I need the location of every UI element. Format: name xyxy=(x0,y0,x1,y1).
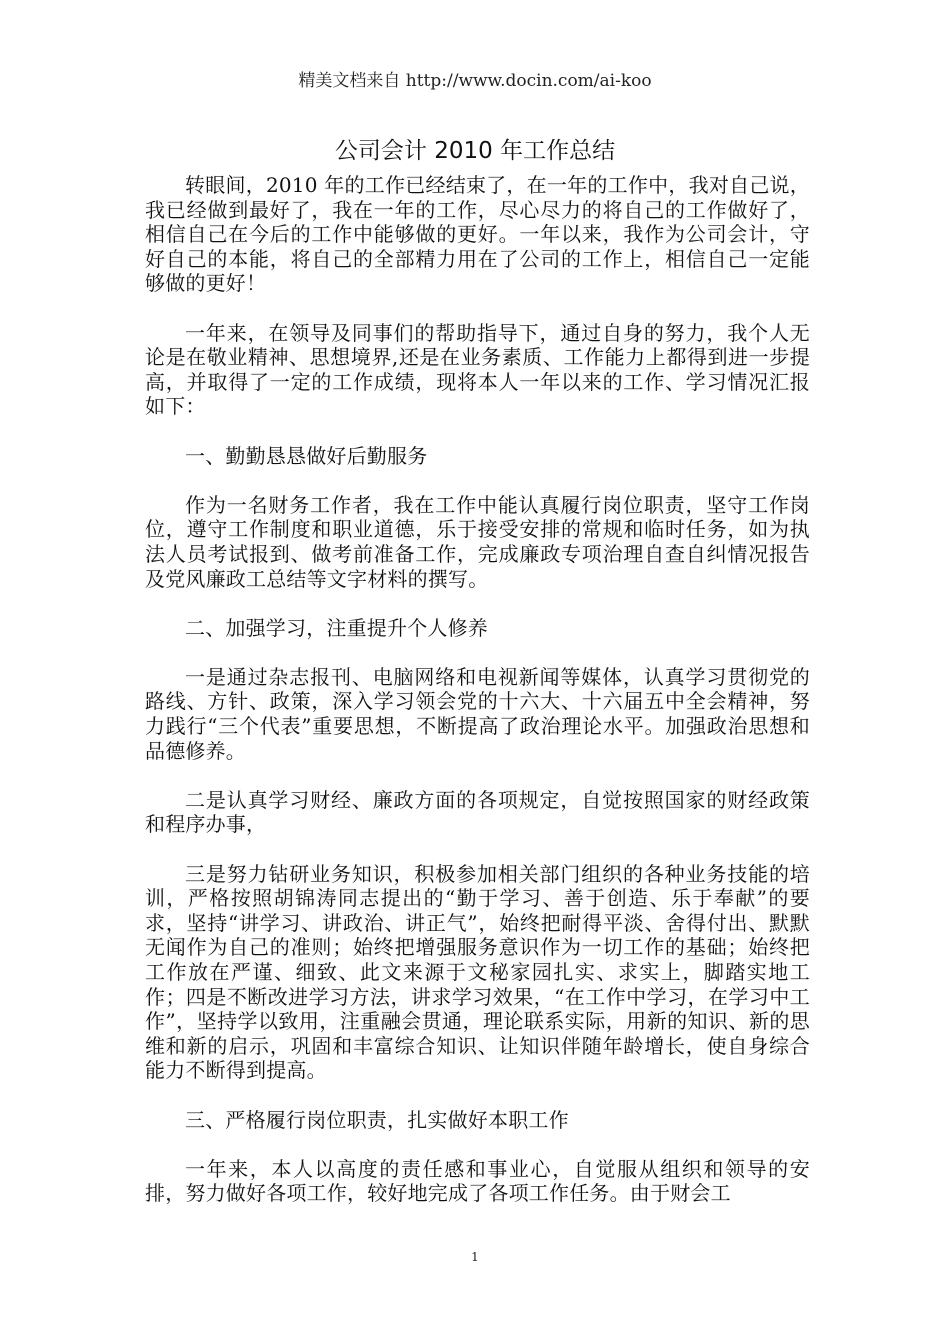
paragraph-gap xyxy=(145,1083,810,1108)
document-title: 公司会计 2010 年工作总结 xyxy=(334,138,616,164)
page-number: 1 xyxy=(471,1250,479,1264)
paragraph-gap xyxy=(145,837,810,862)
paragraph-study-3: 三是努力钻研业务知识，积极参加相关部门组织的各种业务技能的培训，严格按照胡锦涛同志提出的“勤于学习、善于创造、乐于奉献”的要求，坚持“讲学习、讲政治、讲正气”，始终把耐得平淡、舍得付出、默默无闻作为自己的准则；始终把增强服务意识作为一切工作的基础；始终把工作放在严谨、细致、此文来源于文秘家园扎实、求实上，脚踏实地工作；四是不断改进学习方法，讲求学习效果，“在工作中学习，在学习中工作”，坚持学以致用，注重融会贯通，理论联系实际，用新的知识、新的思维和新的启示，巩固和丰富综合知识、让知识伴随年龄增长，使自身综合能力不断得到提高。 xyxy=(145,861,810,1083)
document-body xyxy=(145,173,810,1206)
paragraph-intro: 转眼间，2010 年的工作已经结束了，在一年的工作中，我对自己说，我已经做到最好了，我在一年的工作，尽心尽力的将自己的工作做好了，相信自己在今后的工作中能够做的更好。一年以来，我作为公司会计，守好自己的本能，将自己的全部精力用在了公司的工作上，相信自己一定能够做的更好！ xyxy=(145,173,810,296)
paragraph-gap xyxy=(145,419,810,444)
paragraph-gap xyxy=(145,640,810,665)
section-heading-2: 二、加强学习，注重提升个人修养 xyxy=(185,615,488,640)
section-heading-3: 三、严格履行岗位职责，扎实做好本职工作 xyxy=(185,1107,569,1132)
paragraph-section-3: 一年来，本人以高度的责任感和事业心，自觉服从组织和领导的安排，努力做好各项工作，较好地完成了各项工作任务。由于财会工 xyxy=(145,1156,810,1206)
paragraph-study-2: 二是认真学习财经、廉政方面的各项规定，自觉按照国家的财经政策和程序办事， xyxy=(145,787,810,837)
paragraph-study-1: 一是通过杂志报刊、电脑网络和电视新闻等媒体，认真学习贯彻党的路线、方针、政策，深入学习领会党的十六大、十六届五中全会精神，努力践行“三个代表”重要思想，不断提高了政治理论水平。加强政治思想和品德修养。 xyxy=(145,664,810,763)
paragraph-gap xyxy=(145,763,810,788)
section-heading-1: 一、勤勤恳恳做好后勤服务 xyxy=(185,443,428,468)
paragraph-gap xyxy=(145,1132,810,1157)
paragraph-section-1: 作为一名财务工作者，我在工作中能认真履行岗位职责，坚守工作岗位，遵守工作制度和职业道德，乐于接受安排的常规和临时任务，如为执法人员考试报到、做考前准备工作，完成廉政专项治理自查自纠情况报告及党风廉政工总结等文字材料的撰写。 xyxy=(145,492,810,591)
paragraph-gap xyxy=(145,468,810,493)
paragraph-overview: 一年来，在领导及同事们的帮助指导下，通过自身的努力，我个人无论是在敬业精神、思想境界,还是在业务素质、工作能力上都得到进一步提高，并取得了一定的工作成绩，现将本人一年以来的工作、学习情况汇报如下： xyxy=(145,320,810,419)
header-source-line: 精美文档来自 http://www.docin.com/ai-koo xyxy=(298,71,652,91)
paragraph-gap xyxy=(145,591,810,616)
paragraph-gap xyxy=(145,296,810,321)
